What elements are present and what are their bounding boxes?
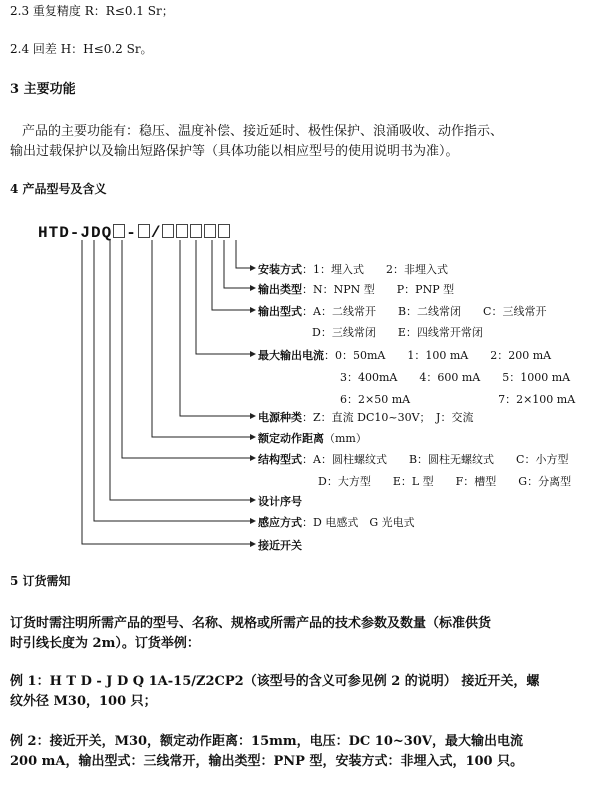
label-design-number: 设计序号 (258, 495, 302, 508)
example2-line2: 200 mA，输出型式：三线常开，输出类型：PNP 型，安装方式：非埋入式，100 只。 (10, 754, 524, 769)
label-power-type: 电源种类：Z：直流 DC10~30V； J：交流 (258, 411, 474, 424)
model-dash: - (126, 224, 137, 242)
label-structure: 结构型式：A：圆柱螺纹式 B：圆柱无螺纹式 C：小方型 (258, 453, 569, 466)
model-slash: / (150, 224, 162, 242)
model-prefix: HTD-JDQ (38, 224, 113, 242)
label-structure-2: D：大方型 E：L 型 F：槽型 G：分离型 (318, 475, 572, 488)
section-4-title: 4 产品型号及含义 (10, 182, 107, 196)
label-sensing-mode: 感应方式：D 电感式 G 光电式 (258, 516, 415, 529)
example2-line1: 例 2：接近开关，M30，额定动作距离：15mm，电压：DC 10~30V，最大输出电流 (10, 734, 523, 749)
label-max-current-3: 6：2×50 mA 7：2×100 mA (340, 393, 576, 406)
label-output-form-2: D：三线常闭 E：四线常开常闭 (312, 326, 483, 339)
section-5-title: 5 订货需知 (10, 574, 71, 588)
section-2-3: 2.3 重复精度 R：R≤0.1 Sr； (10, 4, 174, 18)
label-proximity-switch: 接近开关 (258, 539, 302, 552)
section-3-line2: 输出过载保护以及输出短路保护等（具体功能以相应型号的使用说明书为准）。 (10, 144, 459, 159)
section-3-title: 3 主要功能 (10, 82, 76, 97)
order-line1: 订货时需注明所需产品的型号、名称、规格或所需产品的技术参数及数量（标准供货 (10, 616, 492, 631)
label-max-current-2: 3：400mA 4：600 mA 5：1000 mA (340, 371, 571, 384)
example1-line1: 例 1：H T D - J D Q 1A-15/Z2CP2（该型号的含义可参见例 2 的说明） 接近开关，螺 (10, 674, 540, 689)
example1-line2: 纹外径 M30，100 只； (10, 694, 157, 709)
label-max-current: 最大输出电流：0：50mA 1：100 mA 2：200 mA (258, 349, 552, 362)
label-rated-distance: 额定动作距离（mm） (258, 432, 367, 445)
label-output-type: 输出类型：N：NPN 型 P：PNP 型 (258, 283, 455, 296)
section-3-line1: 产品的主要功能有：稳压、温度补偿、接近延时、极性保护、浪涌吸收、动作指示、 (22, 124, 504, 139)
section-2-4: 2.4 回差 H：H≤0.2 Sr。 (10, 42, 153, 56)
label-output-form: 输出型式：A：二线常开 B：二线常闭 C：三线常开 (258, 305, 547, 318)
label-install-type: 安装方式：1：埋入式 2：非埋入式 (258, 263, 448, 276)
order-line2: 时引线长度为 2m）。订货举例： (10, 636, 200, 651)
